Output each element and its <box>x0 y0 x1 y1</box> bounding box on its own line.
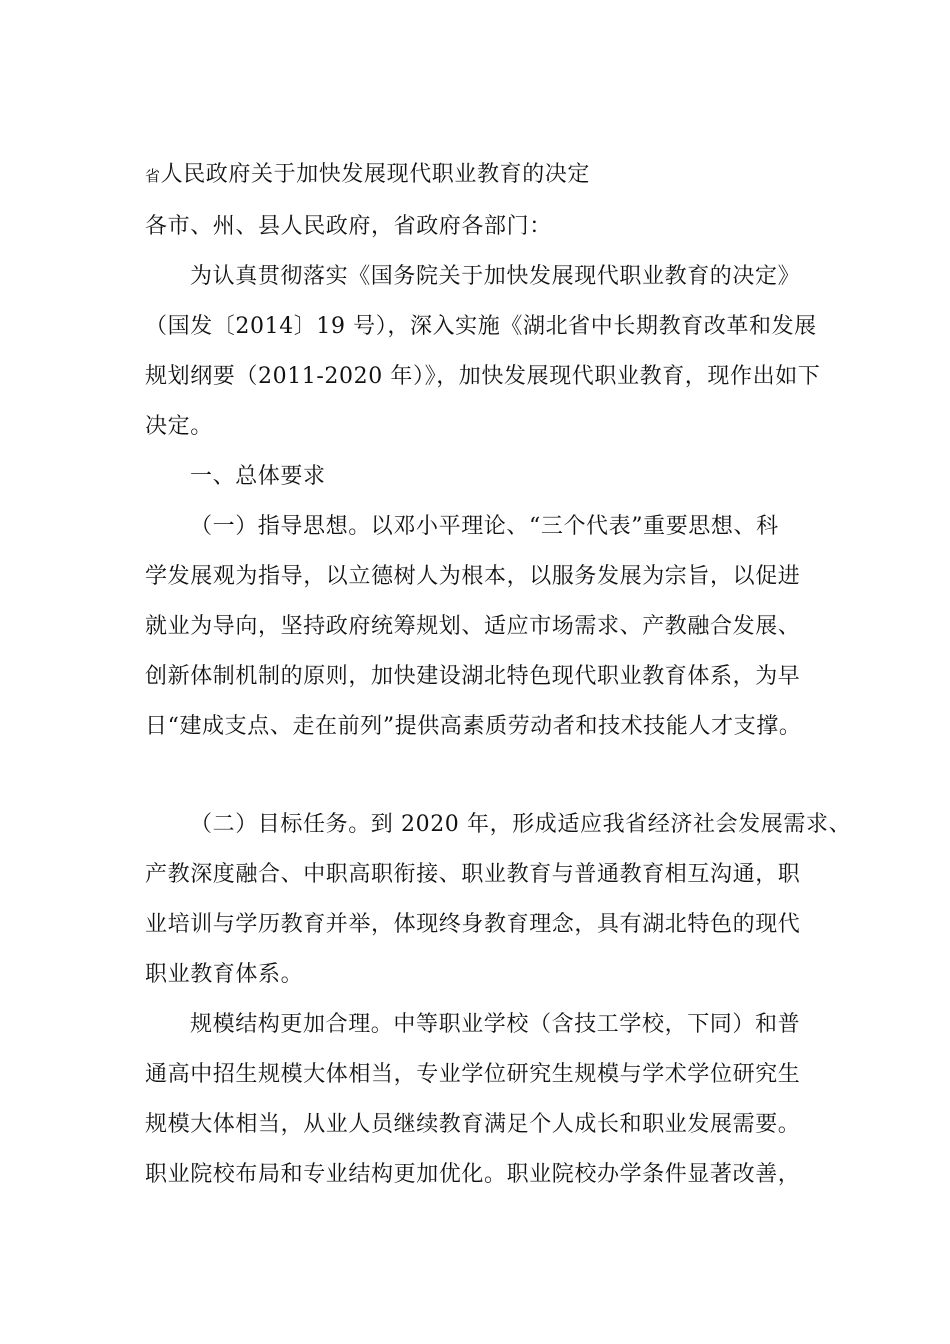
paragraph-line: （二）目标任务。到 2020 年，形成适应我省经济社会发展需求、 <box>190 812 852 837</box>
paragraph-line: （一）指导思想。以邓小平理论、“三个代表”重要思想、科 <box>190 514 779 539</box>
section-heading: 一、总体要求 <box>190 464 326 489</box>
paragraph-line: 为认真贯彻落实《国务院关于加快发展现代职业教育的决定》 <box>190 264 801 289</box>
paragraph-line: 规划纲要（2011-2020 年）》，加快发展现代职业教育，现作出如下 <box>145 364 821 389</box>
title-text: 人民政府关于加快发展现代职业教育的决定 <box>160 162 591 187</box>
paragraph-line: 日“建成支点、走在前列”提供高素质劳动者和技术技能人才支撑。 <box>145 714 802 739</box>
title-prefix: 省 <box>145 167 161 185</box>
paragraph-line: 规模大体相当，从业人员继续教育满足个人成长和职业发展需要。 <box>145 1112 801 1137</box>
paragraph-line: 职业教育体系。 <box>145 962 304 987</box>
paragraph-line: 就业为导向，坚持政府统筹规划、适应市场需求、产教融合发展、 <box>145 614 801 639</box>
paragraph-line: 产教深度融合、中职高职衔接、职业教育与普通教育相互沟通，职 <box>145 862 801 887</box>
paragraph-line: 业培训与学历教育并举，体现终身教育理念，具有湖北特色的现代 <box>145 912 801 937</box>
paragraph-line: 决定。 <box>145 414 213 439</box>
salutation: 各市、州、县人民政府，省政府各部门： <box>145 214 552 239</box>
paragraph-line: 创新体制机制的原则，加快建设湖北特色现代职业教育体系，为早 <box>145 664 801 689</box>
paragraph-line: 职业院校布局和专业结构更加优化。职业院校办学条件显著改善， <box>145 1162 801 1187</box>
document-title <box>145 160 590 191</box>
paragraph-line: （国发〔2014〕19 号），深入实施《湖北省中长期教育改革和发展 <box>145 314 817 339</box>
paragraph-line: 学发展观为指导，以立德树人为根本，以服务发展为宗旨，以促进 <box>145 564 801 589</box>
paragraph-line: 通高中招生规模大体相当，专业学位研究生规模与学术学位研究生 <box>145 1062 801 1087</box>
paragraph-line: 规模结构更加合理。中等职业学校（含技工学校，下同）和普 <box>190 1012 801 1037</box>
